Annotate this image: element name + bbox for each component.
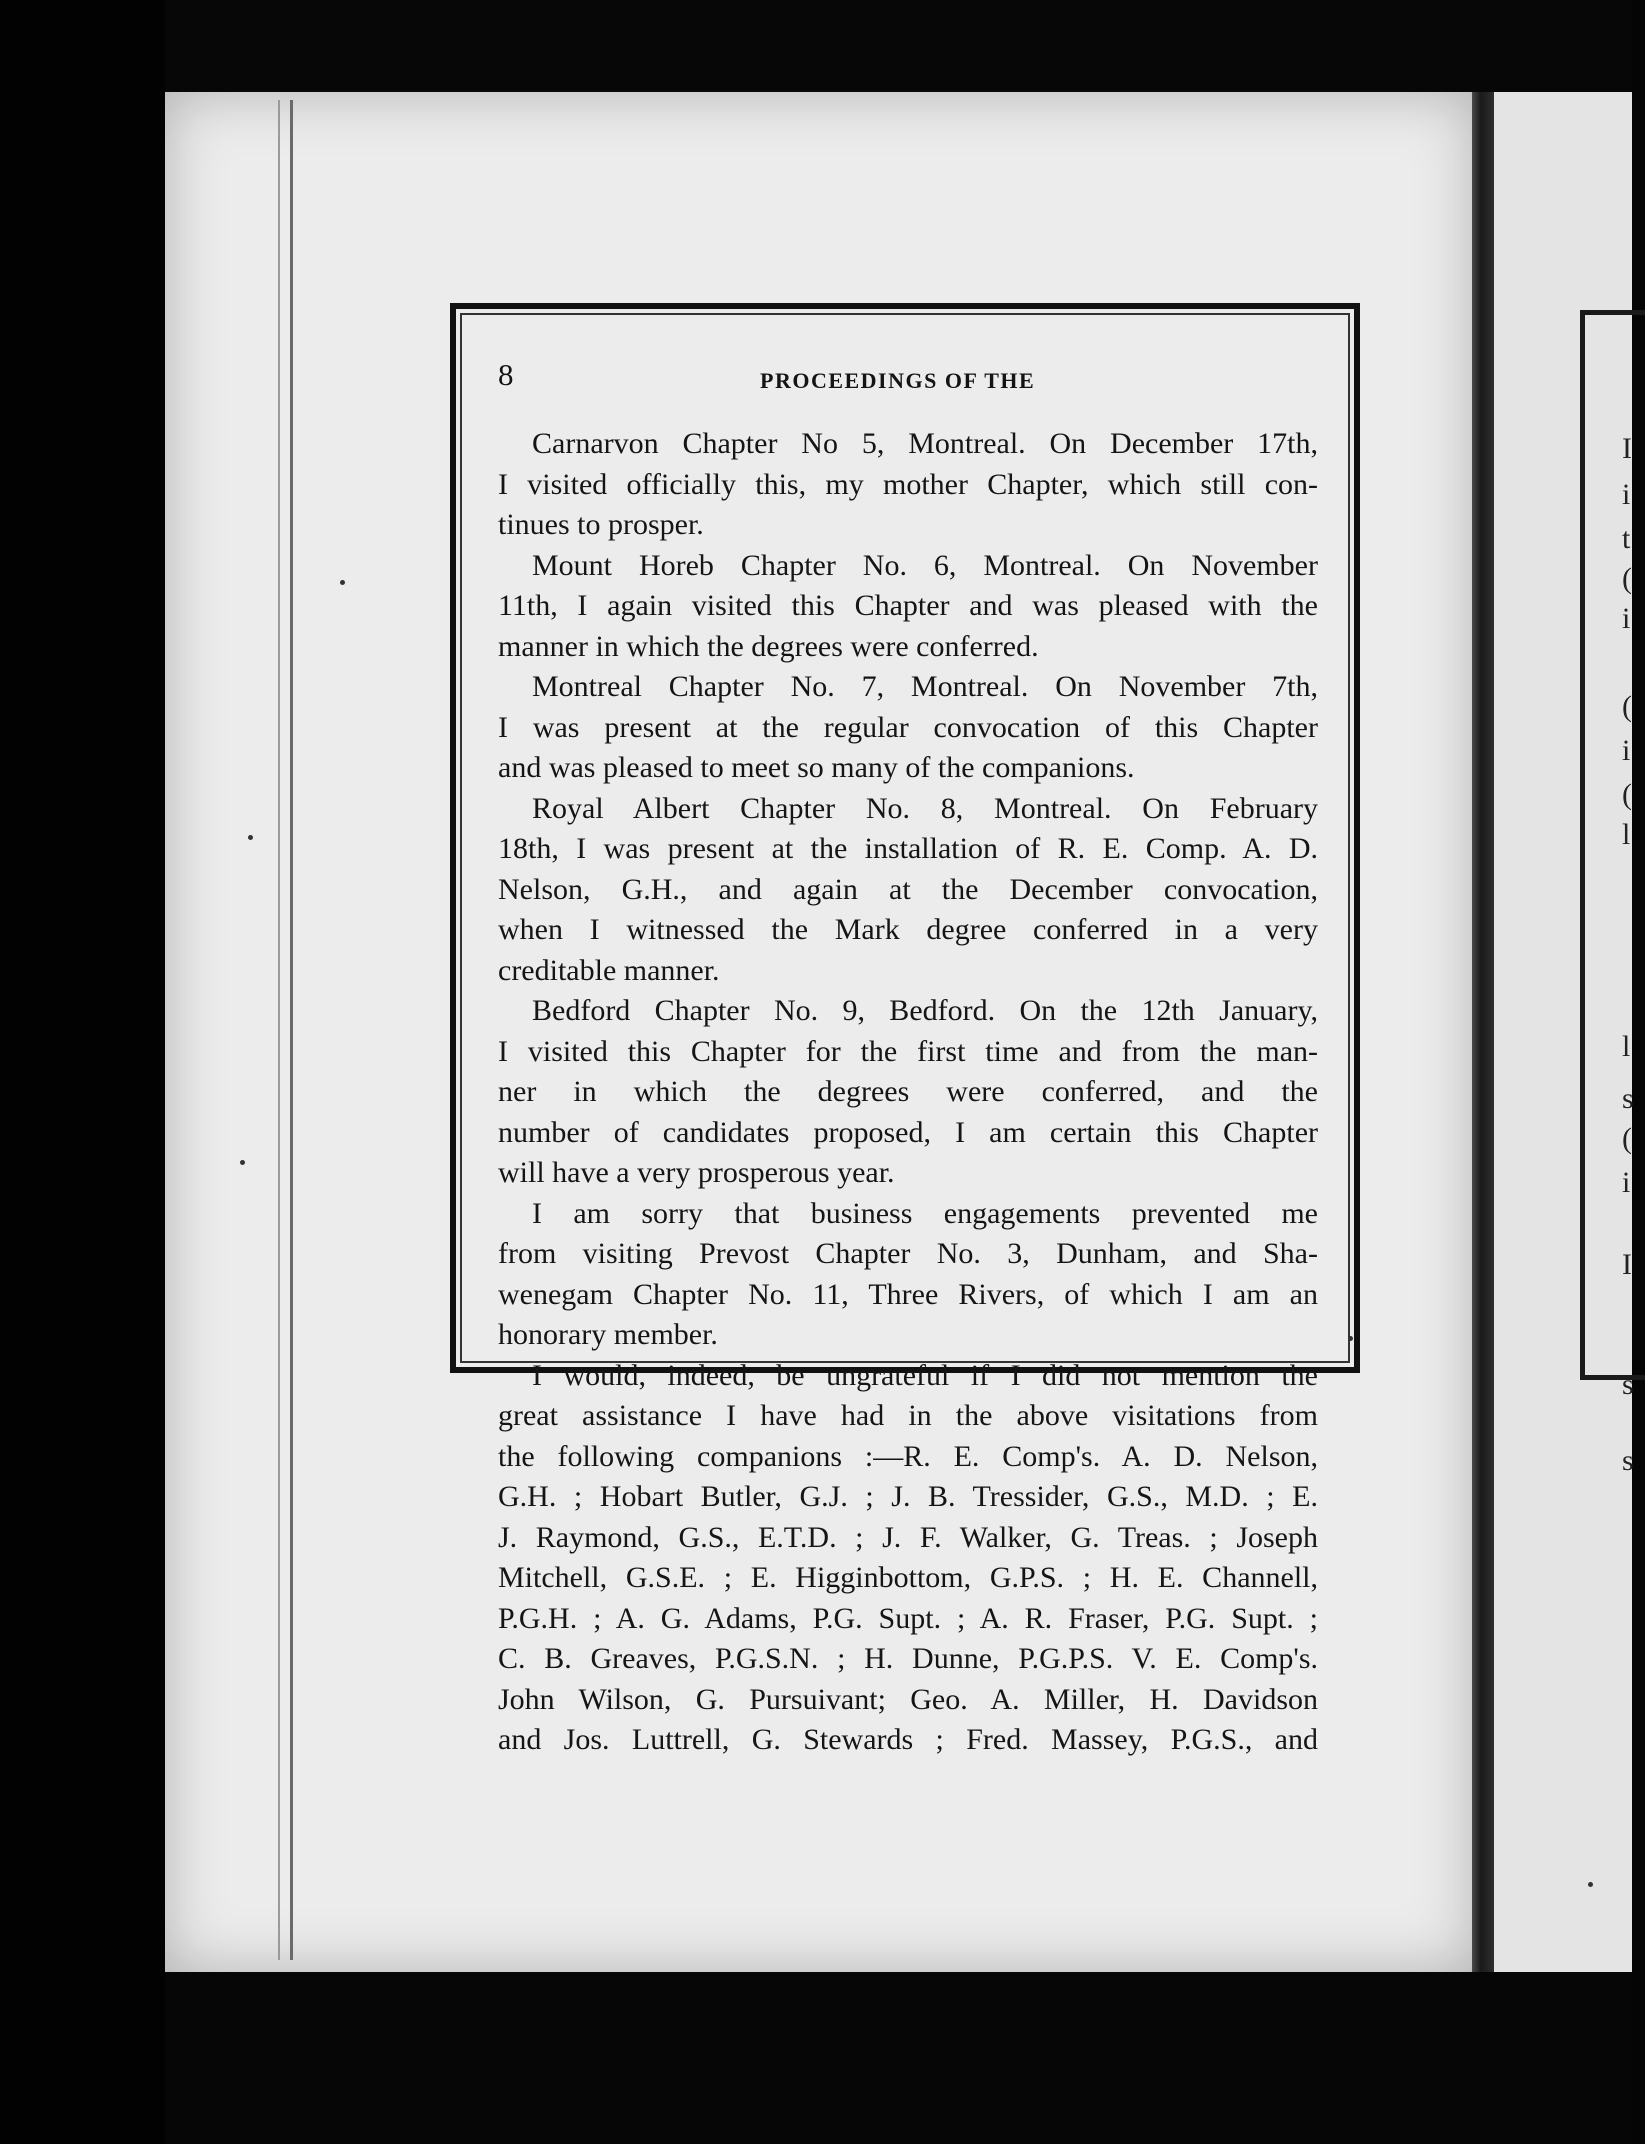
page-number: 8 [498,357,514,392]
text-line: I would, indeed, be ungrateful if I did not mention the [532,1358,1318,1392]
text-line: Royal Albert Chapter No. 8, Montreal. On February [532,791,1318,825]
facing-page-letter: ( [1622,778,1632,811]
facing-page-frame [1580,310,1645,1380]
text-line: 18th, I was present at the installation of R. E. Comp. A. D. [498,832,1318,865]
text-line: the following companions :—R. E. Comp's. A. D. Nelson, [498,1439,1318,1473]
text-line: wenegam Chapter No. 11, Three Rivers, of which I am an [498,1277,1318,1311]
text-line: when I witnessed the Mark degree conferred in a very [498,913,1318,946]
text-line: John Wilson, G. Pursuivant; Geo. A. Miller, H. Davidson [498,1682,1318,1716]
text-line: Nelson, G.H., and again at the December convocation, [498,872,1318,906]
text-line: Bedford Chapter No. 9, Bedford. On the 12th January, [532,994,1318,1027]
text-line: manner in which the degrees were conferred. [498,629,1039,663]
body-text [498,424,1318,1761]
facing-page-letter: i [1622,602,1631,635]
facing-page-letter: i [1622,734,1631,767]
text-line: Mount Horeb Chapter No. 6, Montreal. On November [532,548,1318,582]
text-line: great assistance I have had in the above visitations from [498,1399,1318,1432]
text-line: number of candidates proposed, I am certain this Chapter [498,1115,1318,1149]
facing-page-letter: i [1622,1166,1631,1199]
text-line: Mitchell, G.S.E. ; E. Higginbottom, G.P.S. ; H. E. Channell, [498,1561,1318,1594]
facing-page-letter: i [1622,478,1631,511]
text-line: honorary member. [498,1318,718,1351]
paragraph [498,991,1318,1194]
text-line: C. B. Greaves, P.G.S.N. ; H. Dunne, P.G.P.S. V. E. Comp's. [498,1642,1318,1675]
paragraph [498,789,1318,992]
text-line: and Jos. Luttrell, G. Stewards ; Fred. Massey, P.G.S., and [498,1723,1318,1756]
scan-speck [248,835,253,840]
scan-speck [340,580,345,585]
text-line: will have a very prosperous year. [498,1156,895,1189]
scan-speck [1588,1882,1593,1887]
running-head: PROCEEDINGS OF THE [760,368,1036,393]
paragraph [498,546,1318,668]
text-line: Montreal Chapter No. 7, Montreal. On November 7th, [532,670,1318,703]
text-line: and was pleased to meet so many of the companions. [498,751,1135,784]
facing-page-letter: l [1622,1030,1631,1063]
text-line: I was present at the regular convocation of this Chapter [498,710,1318,744]
facing-page-letter: s [1622,1444,1634,1477]
book-spine [1472,92,1494,1972]
scan-speck [240,1160,245,1165]
text-line: from visiting Prevost Chapter No. 3, Dunham, and Sha- [498,1237,1318,1270]
paragraph [498,667,1318,789]
scan-bottom-border [165,1972,1632,2144]
text-line: I am sorry that business engagements prevented me [532,1196,1318,1230]
text-line: I visited officially this, my mother Chapter, which still con- [498,467,1318,501]
facing-page-letter: ( [1622,690,1632,723]
page-edge-rule [278,100,280,1960]
text-line: J. Raymond, G.S., E.T.D. ; J. F. Walker, G. Treas. ; Joseph [498,1520,1318,1554]
text-line: tinues to prosper. [498,508,704,541]
text-line: I visited this Chapter for the first time and from the man- [498,1034,1318,1068]
scan-top-border [0,0,1632,92]
text-line: ner in which the degrees were conferred, and the [498,1075,1318,1108]
facing-page-letter: I [1622,1248,1632,1281]
text-line: 11th, I again visited this Chapter and was pleased with the [498,589,1318,622]
facing-page-letter: ( [1622,562,1632,595]
text-line: G.H. ; Hobart Butler, G.J. ; J. B. Tressider, G.S., M.D. ; E. [498,1480,1318,1513]
facing-page-letter: s [1622,1368,1634,1401]
text-line: creditable manner. [498,953,720,987]
paragraph [498,424,1318,546]
text-line: Carnarvon Chapter No 5, Montreal. On December 17th, [532,427,1318,460]
paragraph [498,1356,1318,1761]
facing-page-letter: l [1622,818,1631,851]
text-line: P.G.H. ; A. G. Adams, P.G. Supt. ; A. R. Fraser, P.G. Supt. ; [498,1601,1318,1635]
scan-speck [1348,1336,1353,1341]
scan-left-border [0,0,165,2144]
paragraph [498,1194,1318,1356]
facing-page-letter: t [1622,522,1631,555]
facing-page-letter: I [1622,432,1632,465]
page-edge-rule [290,100,293,1960]
facing-page-letter: s [1622,1082,1634,1115]
facing-page-letter: ( [1622,1122,1632,1155]
